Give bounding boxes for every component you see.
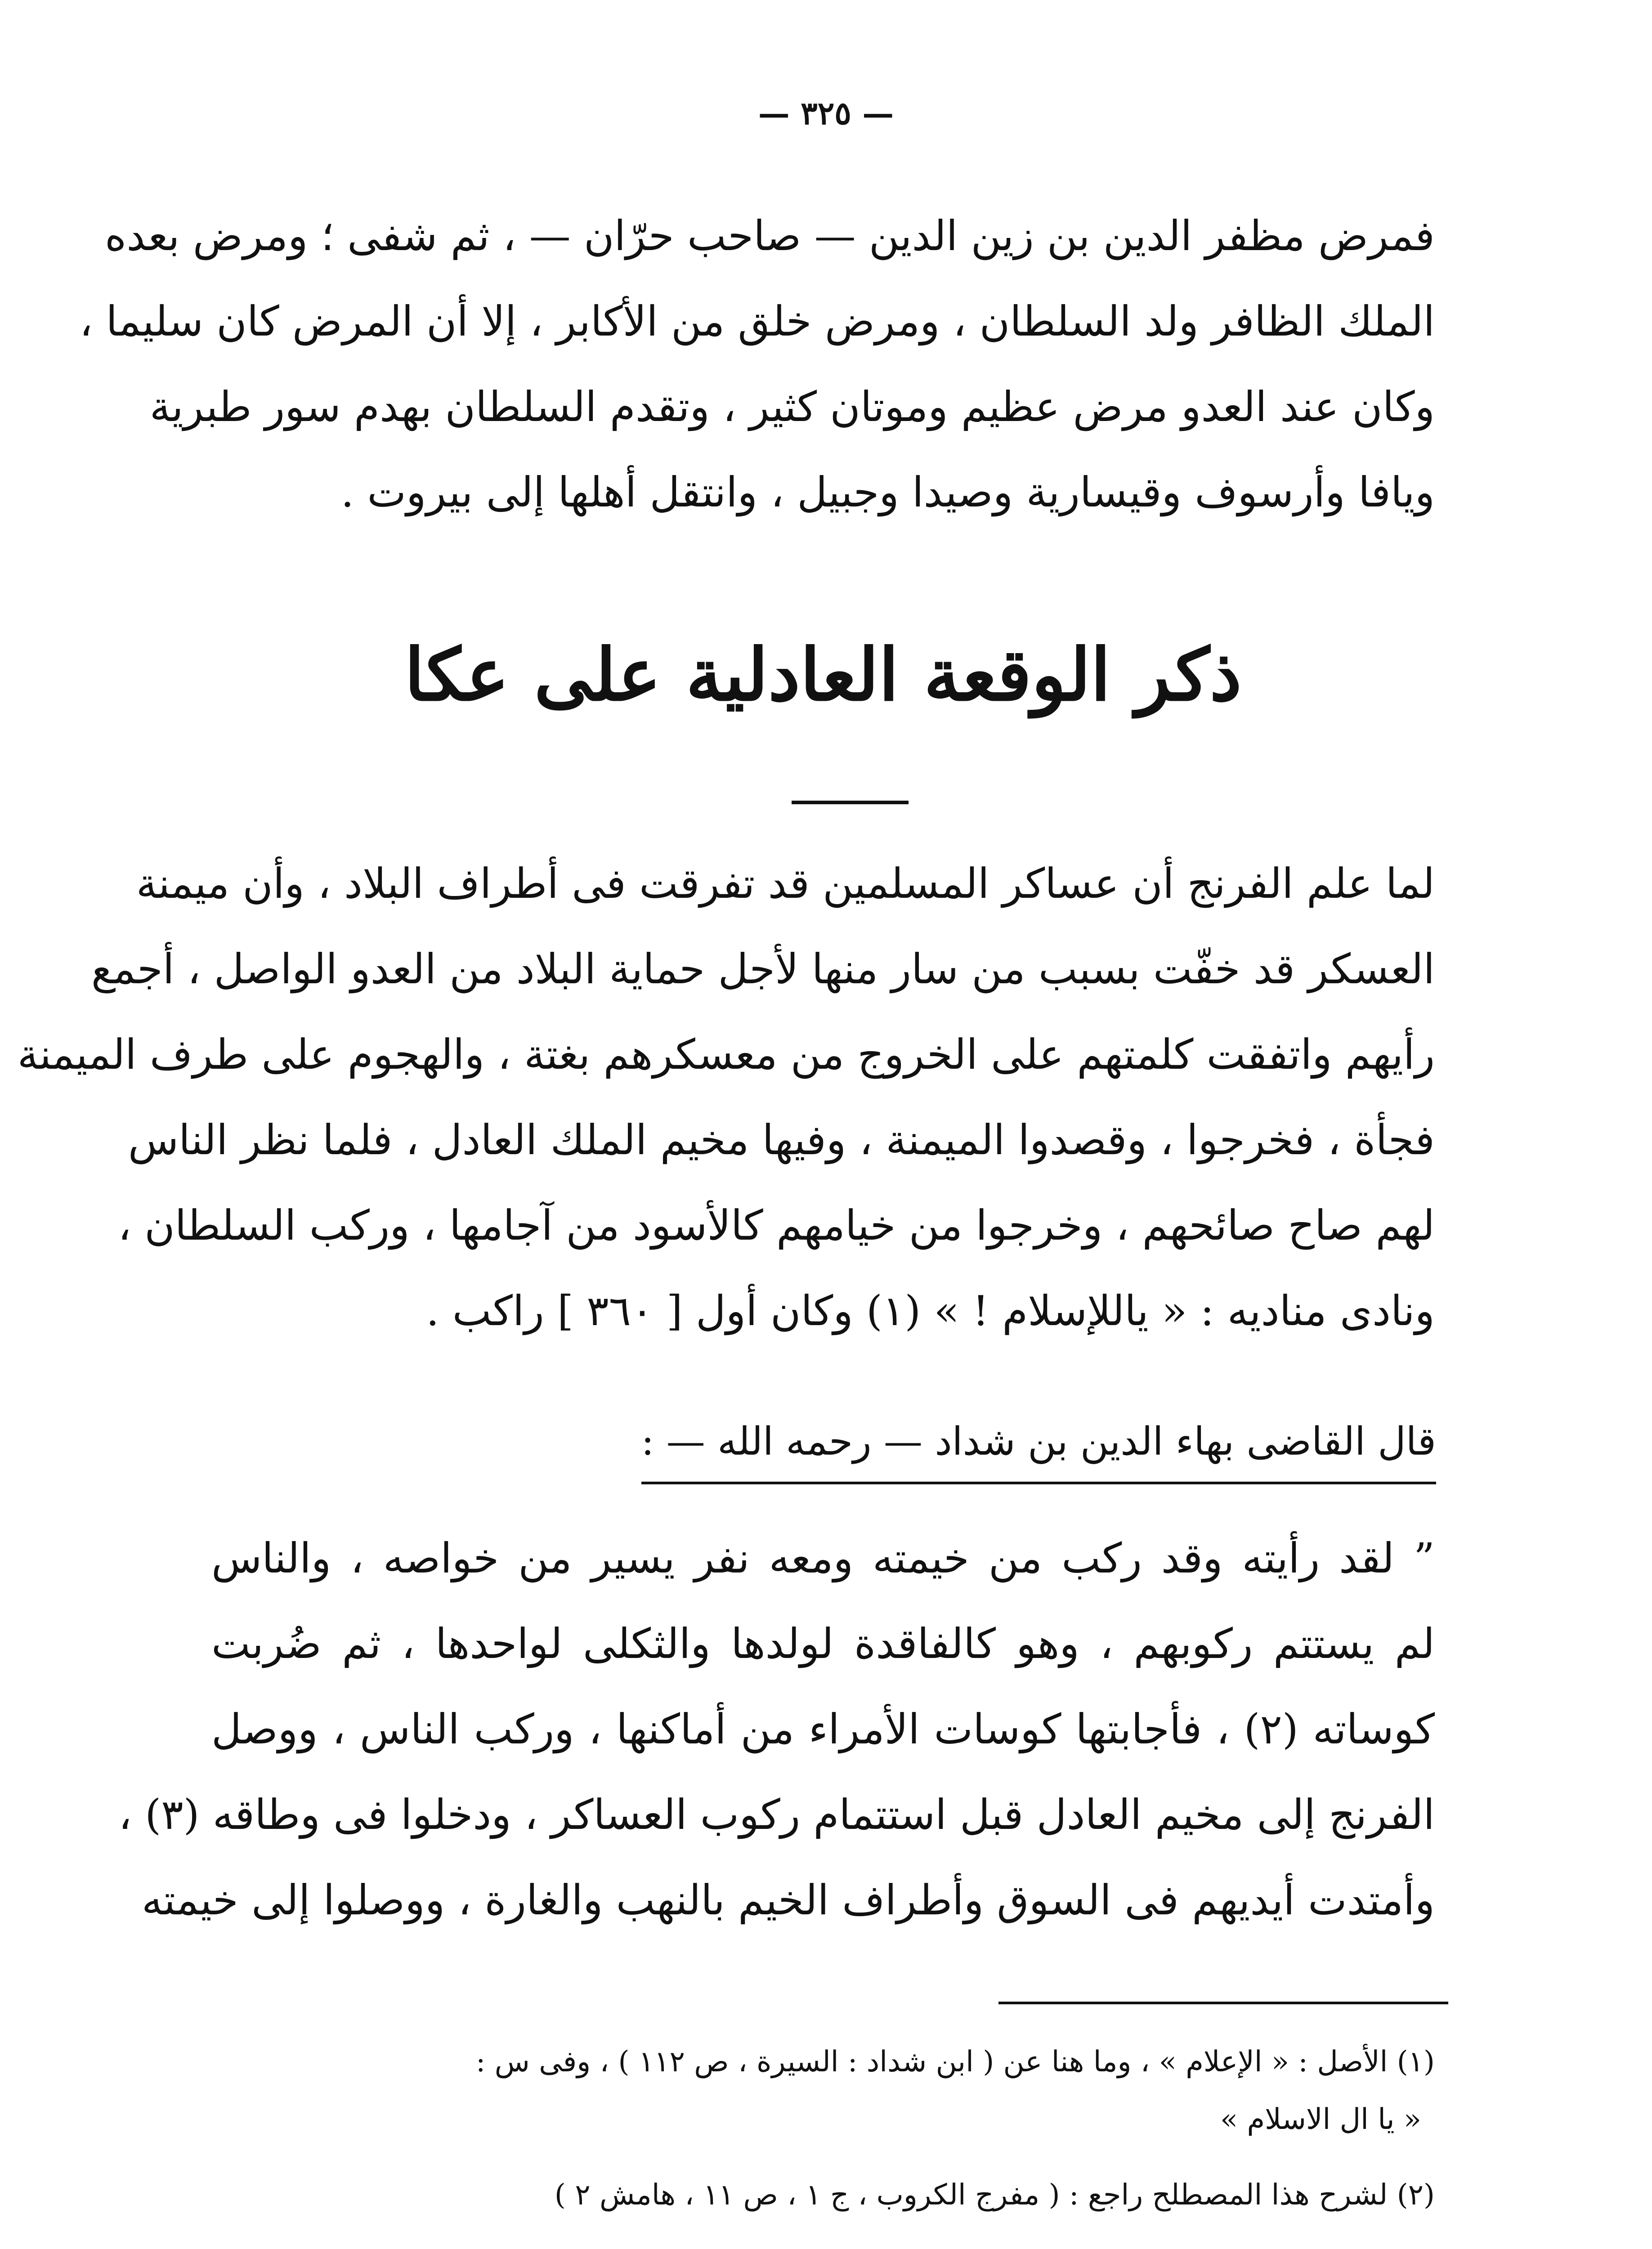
footnotes [211,2033,1435,2249]
body-line-5: لهم صاح صائحهم ، وخرجوا من خيامهم كالأسود من آجامها ، وركب السلطان ، [118,1201,1435,1250]
intro-line-1: فمرض مظفر الدين بن زين الدين — صاحب حرّان — ، ثم شفى ؛ ومرض بعده [105,212,1435,260]
intro-line-3: وكان عند العدو مرض عظيم وموتان كثير ، وتقدم السلطان بهدم سور طبرية [149,383,1435,431]
body-line-2: العسكر قد خفّت بسبب من سار منها لأجل حماية البلاد من العدو الواصل ، أجمع [91,945,1435,993]
quote-line-3: كوساته (٢) ، فأجابتها كوسات الأمراء من أماكنها ، وركب الناس ، ووصل [211,1705,1435,1753]
footnote-gap [211,2224,1435,2242]
footnote-1-line-2: « يا ال الاسلام » [1220,2103,1421,2136]
title-rule [792,801,909,804]
footnote-gap [211,2148,1435,2166]
quote-line-5: وأمتدت أيديهم فى السوق وأطراف الخيم بالنهب والغارة ، ووصلوا إلى خيمته [141,1876,1435,1924]
intro-line-4: ويافا وأرسوف وقيسارية وصيدا وجبيل ، وانتقل أهلها إلى بيروت . [340,468,1435,516]
body-line-1: لما علم الفرنج أن عساكر المسلمين قد تفرقت فى أطراف البلاد ، وأن ميمنة [136,860,1435,908]
quote-paragraph [118,1516,1435,1943]
intro-paragraph [79,193,1435,535]
footnote-2-line-1: (٢) لشرح هذا المصطلح راجع : ( مفرج الكروب ، ج ١ ، ص ١١ ، هامش ٢ ) [554,2178,1435,2212]
page-number: — ٣٢٥ — [758,94,894,132]
quote-heading: قال القاضى بهاء الدين بن شداد — رحمه الله — : [641,1408,1437,1484]
body-line-6: ونادى مناديه : « ياللإسلام ! » (١) وكان أول [ ٣٦٠ ] راكب . [426,1287,1435,1335]
quote-line-2: لم يستتم ركوبهم ، وهو كالفاقدة لولدها والثكلى لواحدها ، ثم ضُربت [211,1620,1435,1668]
body-line-4: فجأة ، فخرجوا ، وقصدوا الميمنة ، وفيها مخيم الملك العادل ، فلما نظر الناس [128,1116,1435,1164]
footnote-1-line-1: (١) الأصل : « الإعلام » ، وما هنا عن ( ابن شداد : السيرة ، ص ١١٢ ) ، وفى س : [475,2045,1435,2079]
body-paragraph [17,841,1435,1354]
quote-line-1: ” لقد رأيته وقد ركب من خيمته ومعه نفر يسير من خواصه ، والناس [211,1534,1435,1582]
footnote-3-line-1 [211,2242,1435,2249]
intro-line-2: الملك الظافر ولد السلطان ، ومرض خلق من الأكابر ، إلا أن المرض كان سليما ، [79,297,1435,345]
body-line-3: رأيهم واتفقت كلمتهم على الخروج من معسكرهم بغتة ، والهجوم على طرف الميمنة [17,1030,1435,1079]
section-title: ذكر الوقعة العادلية على عكا [404,632,1242,717]
footnote-rule [998,2002,1448,2004]
quote-line-4: الفرنج إلى مخيم العادل قبل استتمام ركوب العساكر ، ودخلوا فى وطاقه (٣) ، [118,1791,1435,1839]
